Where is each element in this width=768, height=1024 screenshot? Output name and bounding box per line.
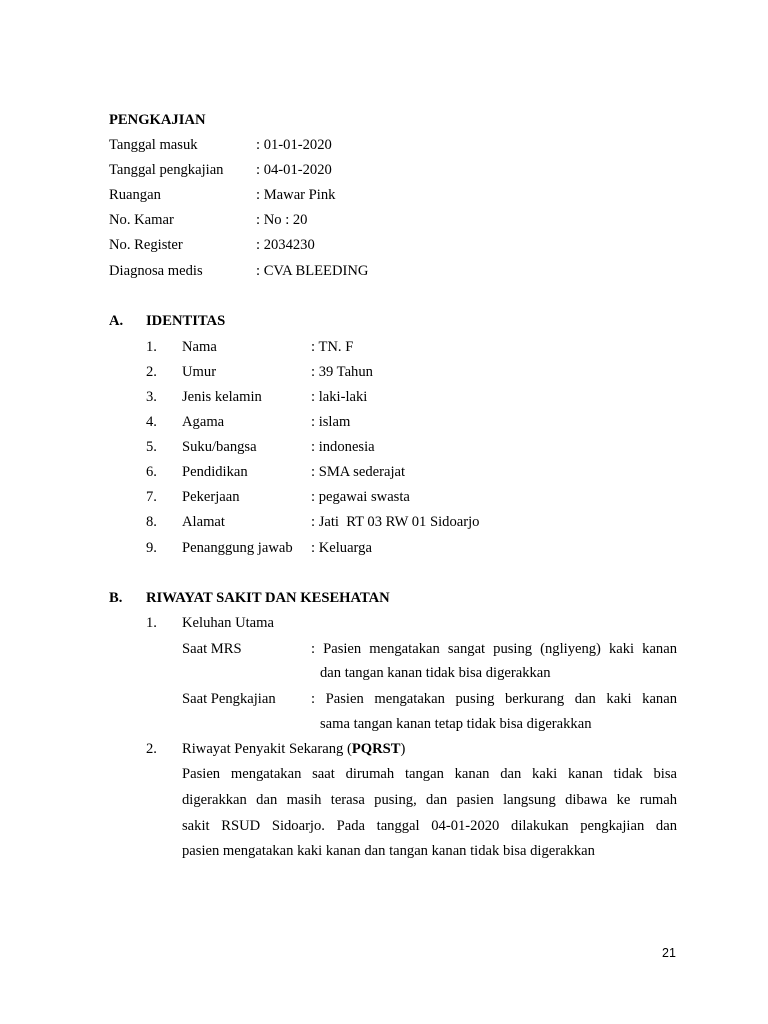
identitas-label: Alamat — [182, 514, 225, 530]
identitas-num: 3. — [146, 389, 157, 405]
section-a-letter: A. — [109, 313, 124, 329]
value-tanggal-pengkajian: : 04-01-2020 — [256, 162, 332, 178]
riwayat-paragraph-line: sakit RSUD Sidoarjo. Pada tanggal 04-01-2020 dilakukan pengkajian dan — [182, 818, 677, 834]
keluhan-label: Keluhan Utama — [182, 615, 274, 631]
label-tanggal-pengkajian: Tanggal pengkajian — [109, 162, 224, 178]
identitas-num: 6. — [146, 464, 157, 480]
identitas-label: Jenis kelamin — [182, 389, 262, 405]
identitas-value: : indonesia — [311, 439, 375, 455]
riwayat-paragraph-line: Pasien mengatakan saat dirumah tangan kanan dan kaki kanan tidak bisa — [182, 766, 677, 782]
section-b-letter: B. — [109, 590, 123, 606]
value-diagnosa-medis: : CVA BLEEDING — [256, 263, 369, 279]
saat-mrs-label: Saat MRS — [182, 641, 242, 657]
identitas-value: : Keluarga — [311, 540, 372, 556]
identitas-num: 7. — [146, 489, 157, 505]
saat-pengkajian-text-line1: : Pasien mengatakan pusing berkurang dan kaki kanan — [311, 691, 677, 707]
identitas-label: Pendidikan — [182, 464, 248, 480]
identitas-label: Agama — [182, 414, 225, 430]
label-no-register: No. Register — [109, 237, 183, 253]
label-diagnosa-medis: Diagnosa medis — [109, 263, 203, 279]
value-no-register: : 2034230 — [256, 237, 315, 253]
identitas-label: Penanggung jawab — [182, 540, 293, 556]
identitas-num: 9. — [146, 540, 157, 556]
identitas-label: Umur — [182, 364, 217, 380]
identitas-value: : 39 Tahun — [311, 364, 373, 380]
riwayat-label-pqrst: PQRST — [351, 741, 401, 757]
identitas-num: 5. — [146, 439, 157, 455]
riwayat-label-suffix: ) — [400, 741, 406, 757]
section-b-heading: RIWAYAT SAKIT DAN KESEHATAN — [146, 590, 390, 606]
identitas-value: : laki-laki — [311, 389, 368, 405]
doc-title: PENGKAJIAN — [109, 112, 206, 128]
identitas-value: : pegawai swasta — [311, 489, 410, 505]
riwayat-paragraph-line: digerakkan dan masih terasa pusing, dan pasien langsung dibawa ke rumah — [182, 792, 677, 808]
page-number: 21 — [662, 946, 676, 960]
saat-pengkajian-text-line2: sama tangan kanan tetap tidak bisa digerakkan — [320, 716, 592, 732]
identitas-num: 4. — [146, 414, 157, 430]
identitas-value: : TN. F — [311, 339, 354, 355]
identitas-value: : islam — [311, 414, 351, 430]
value-ruangan: : Mawar Pink — [256, 187, 336, 203]
section-a-heading: IDENTITAS — [146, 313, 226, 329]
value-tanggal-masuk: : 01-01-2020 — [256, 137, 332, 153]
saat-mrs-text-line1: : Pasien mengatakan sangat pusing (ngliyeng) kaki kanan — [311, 641, 677, 657]
identitas-value: : SMA sederajat — [311, 464, 406, 480]
label-ruangan: Ruangan — [109, 187, 161, 203]
value-no-kamar: : No : 20 — [256, 212, 308, 228]
riwayat-paragraph-line: pasien mengatakan kaki kanan dan tangan kanan tidak bisa digerakkan — [182, 843, 595, 859]
saat-pengkajian-label: Saat Pengkajian — [182, 691, 276, 707]
riwayat-num: 2. — [146, 741, 157, 757]
riwayat-label-prefix: Riwayat Penyakit Sekarang ( — [182, 741, 352, 757]
identitas-num: 8. — [146, 514, 157, 530]
riwayat-label — [182, 740, 405, 758]
saat-mrs-text-line2: dan tangan kanan tidak bisa digerakkan — [320, 665, 551, 681]
identitas-num: 2. — [146, 364, 157, 380]
identitas-label: Suku/bangsa — [182, 439, 257, 455]
keluhan-num: 1. — [146, 615, 157, 631]
identitas-value: : Jati RT 03 RW 01 Sidoarjo — [311, 514, 480, 530]
identitas-label: Pekerjaan — [182, 489, 240, 505]
label-no-kamar: No. Kamar — [109, 212, 174, 228]
identitas-num: 1. — [146, 339, 157, 355]
label-tanggal-masuk: Tanggal masuk — [109, 137, 198, 153]
identitas-label: Nama — [182, 339, 217, 355]
